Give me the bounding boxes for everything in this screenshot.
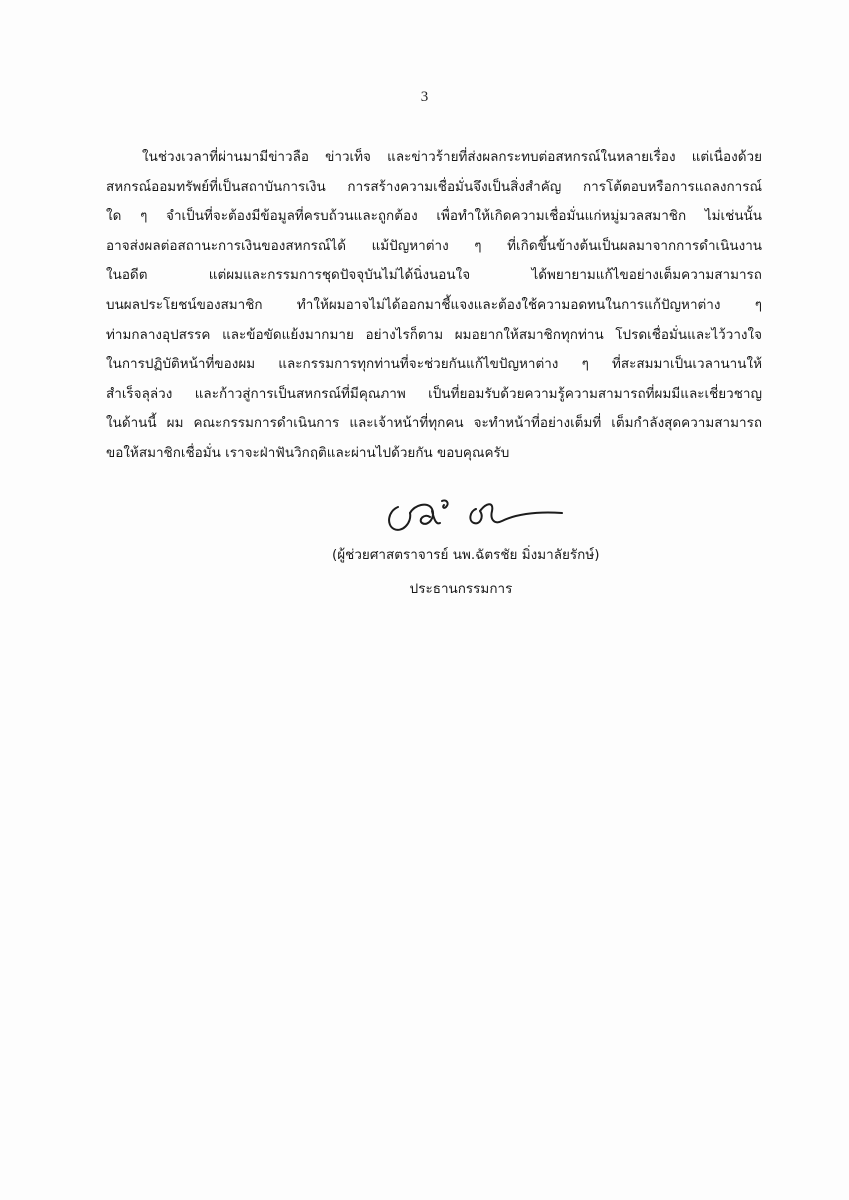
paragraph-line: ในการปฏิบัติหน้าที่ของผม และกรรมการทุกท่านที่จะช่วยกันแก้ไขปัญหาต่าง ๆ ที่สะสมมาเป็นเวลานานให้ [106, 356, 762, 373]
paragraph-line: บนผลประโยชน์ของสมาชิก ทำให้ผมอาจไม่ได้ออกมาชี้แจงและต้องใช้ความอดทนในการแก้ปัญหาต่าง ๆ [106, 296, 762, 313]
paragraph-line: ในอดีต แต่ผมและกรรมการชุดปัจจุบันไม่ได้นิ่งนอนใจ ได้พยายามแก้ไขอย่างเต็มความสามารถ [106, 267, 762, 284]
paragraph-line: สำเร็จลุล่วง และก้าวสู่การเป็นสหกรณ์ที่มีคุณภาพ เป็นที่ยอมรับด้วยความรู้ความสามารถที่ผมมีและเชี่ยวชาญ [106, 385, 762, 402]
signer-title: ประธานกรรมการ [409, 581, 513, 597]
handwritten-signature [384, 493, 566, 537]
paragraph-line: ท่ามกลางอุปสรรค และข้อขัดแย้งมากมาย อย่างไรก็ตาม ผมอยากให้สมาชิกทุกท่าน โปรดเชื่อมั่นและไว้วางใจ [106, 326, 762, 343]
paragraph-line: ขอให้สมาชิกเชื่อมั่น เราจะฝ่าฟันวิกฤติและผ่านไปด้วยกัน ขอบคุณครับ [106, 444, 510, 461]
paragraph-line: ใด ๆ จำเป็นที่จะต้องมีข้อมูลที่ครบถ้วนและถูกต้อง เพื่อทำให้เกิดความเชื่อมั่นแก่หมู่มวลสมาชิก ไม่เช่นนั้น [106, 208, 762, 225]
page-number: 3 [420, 89, 429, 105]
paragraph-line: ในด้านนี้ ผม คณะกรรมการดำเนินการ และเจ้าหน้าที่ทุกคน จะทำหน้าที่อย่างเต็มที่ เต็มกำลังสุดความสามารถ [106, 415, 762, 432]
paragraph-line: ในช่วงเวลาที่ผ่านมามีข่าวลือ ข่าวเท็จ และข่าวร้ายที่ส่งผลกระทบต่อสหกรณ์ในหลายเรื่อง แต่เนื่องด้วย [142, 149, 762, 165]
body-paragraph [106, 143, 762, 469]
signer-name: (ผู้ช่วยศาสตราจารย์ นพ.ฉัตรชัย มิ่งมาลัยรักษ์) [332, 547, 600, 563]
paragraph-line: สหกรณ์ออมทรัพย์ที่เป็นสถาบันการเงิน การสร้างความเชื่อมั่นจึงเป็นสิ่งสำคัญ การโต้ตอบหรือการแถลงการณ์ [106, 178, 762, 195]
paragraph-line: อาจส่งผลต่อสถานะการเงินของสหกรณ์ได้ แม้ปัญหาต่าง ๆ ที่เกิดขึ้นข้างต้นเป็นผลมาจากการดำเนินงาน [106, 237, 762, 254]
